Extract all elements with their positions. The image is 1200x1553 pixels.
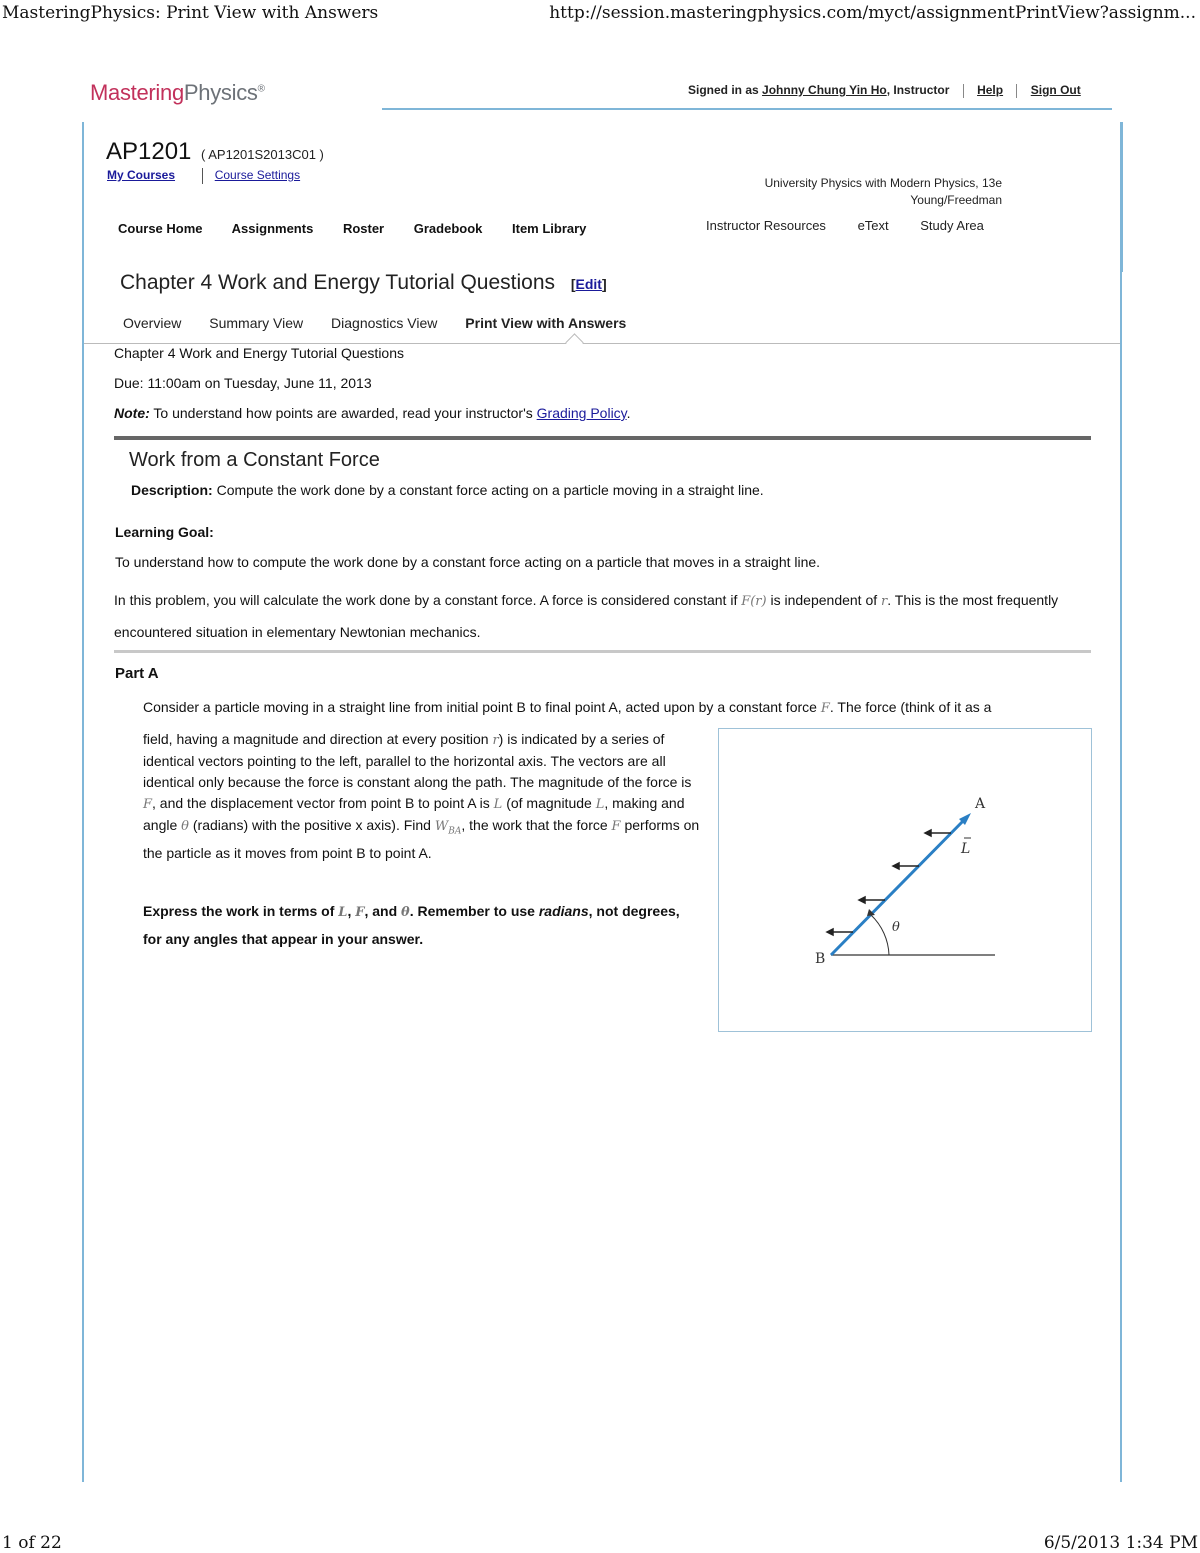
course-code: ( AP1201S2013C01 ) [201,147,324,162]
note-label: Note: [114,405,150,421]
part-divider [114,650,1091,653]
textbook-info [765,175,1002,209]
help-link[interactable]: Help [977,83,1004,97]
assignment-title [120,271,607,295]
nav-instructor-resources[interactable]: Instructor Resources [706,218,826,233]
nav-gradebook[interactable]: Gradebook [413,221,483,236]
part-a-lead: Consider a particle moving in a straight line from initial point B to final point A, acted upon by a constant force F. The force (think of it as a [143,699,992,716]
force-field-symbol: F(r) [741,594,767,609]
problem-figure [718,728,1092,1032]
print-url: http://session.masteringphysics.com/myct/assignmentPrintView?assignm... [549,3,1196,23]
sign-out-link[interactable]: Sign Out [1030,83,1081,97]
view-tabs [123,315,650,331]
problem-title: Work from a Constant Force [129,449,380,471]
point-b-label: B [815,951,826,967]
tab-summary-view[interactable]: Summary View [209,315,304,331]
force-diagram [719,729,1091,1031]
learning-goal-label: Learning Goal: [115,524,214,540]
learning-goal-text: To understand how to compute the work done by a constant force acting on a particle that moves in a straight line. [115,554,821,570]
mastering-physics-logo[interactable]: MasteringPhysics® [90,80,265,105]
due-date: Due: 11:00am on Tuesday, June 11, 2013 [114,375,372,391]
header-divider [382,108,1112,110]
course-settings-link[interactable]: Course Settings [214,168,301,183]
assignment-heading: Chapter 4 Work and Energy Tutorial Questions [114,345,405,361]
nav-study-area[interactable]: Study Area [920,218,984,233]
page-number: 1 of 22 [2,1533,62,1553]
description-text: Compute the work done by a constant force acting on a particle moving in a straight line. [212,482,764,498]
account-bar [688,83,1081,98]
textbook-authors: Young/Freedman [910,193,1002,207]
problem-description [131,482,764,498]
course-name: AP1201 [106,138,192,165]
angle-label: θ [892,920,900,935]
grading-policy-link[interactable]: Grading Policy [536,405,627,421]
print-timestamp: 6/5/2013 1:34 PM [1043,1533,1198,1553]
main-nav [118,221,612,236]
nav-etext[interactable]: eText [857,218,889,233]
part-a-label: Part A [115,665,159,682]
role-label: , Instructor [886,83,950,97]
problem-divider [114,436,1091,440]
part-a-paragraph: field, having a magnitude and direction at every position r) is indicated by a series of identical vectors pointing to the left, parallel to the horizontal axis. The vectors are all identical only because the force is constant along the path. The magnitude of the force is F, and the displacement vector from point B to point A is L (of magnitude L, making and angle θ (radians) with the positive x axis). Find $W_{BA}$, the work that the force F performs on the particle as it moves from point B to point A. [143,731,700,861]
course-links [107,168,300,184]
grading-note: Note: To understand how points are awarded, read your instructor's Grading Policy. [114,405,631,421]
intro-paragraph: In this problem, you will calculate the work done by a constant force. A force is considered constant if F(r) is independent of r. This is the most frequently encountered situation in elementary Newtonian mechanics. [114,592,1059,640]
tab-diagnostics-view[interactable]: Diagnostics View [331,315,438,331]
nav-assignments[interactable]: Assignments [231,221,314,236]
signed-in-label: Signed in as [688,83,759,97]
position-symbol: r [881,594,888,609]
edit-control: [Edit] [570,276,607,292]
assignment-title-text: Chapter 4 Work and Energy Tutorial Questions [120,271,556,294]
content-frame-right-top [1120,122,1123,272]
textbook-title: University Physics with Modern Physics, 13e [764,176,1002,190]
content-frame-right [1120,122,1122,1482]
tab-overview[interactable]: Overview [123,315,182,331]
content-frame-left [82,122,84,1482]
nav-roster[interactable]: Roster [342,221,385,236]
tab-underline [84,343,1120,344]
tab-print-view-with-answers[interactable]: Print View with Answers [465,315,627,331]
angle-arc [871,915,889,955]
user-link[interactable]: Johnny Chung Yin Ho [762,83,887,97]
my-courses-link[interactable]: My Courses [107,168,176,183]
nav-course-home[interactable]: Course Home [118,221,203,236]
answer-instructions: Express the work in terms of L, F, and θ. Remember to use radians, not degrees, for any angles that appear in your answer. [143,903,680,947]
resource-nav [706,218,1012,233]
description-label: Description: [131,482,213,498]
nav-item-library[interactable]: Item Library [512,221,587,236]
print-page-title: MasteringPhysics: Print View with Answers [2,3,379,23]
note-text: To understand how points are awarded, read your instructor's [149,405,537,421]
force-vectors [827,830,951,935]
active-tab-caret [565,333,583,351]
point-a-label: A [975,796,986,812]
displacement-label: L [961,841,971,857]
edit-link[interactable]: Edit [575,276,602,292]
